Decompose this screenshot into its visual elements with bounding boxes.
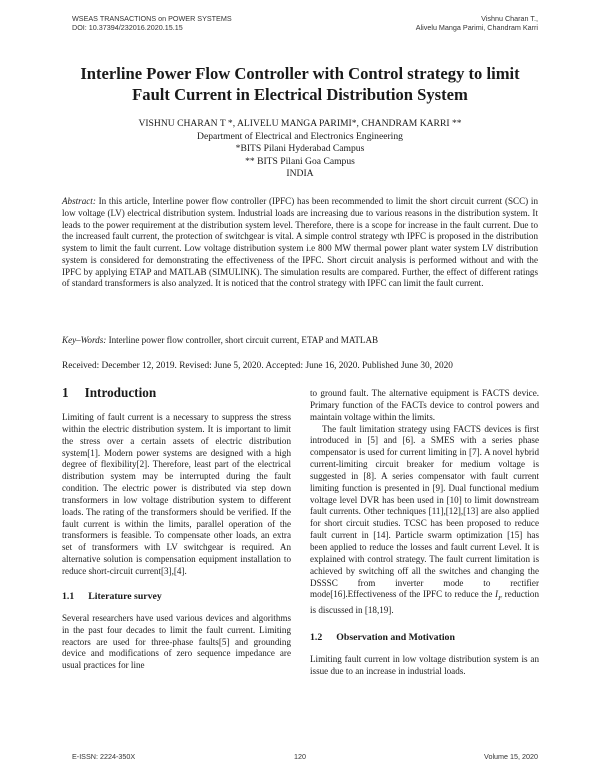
abstract-text: In this article, Interline power flow controller (IPFC) has been recommended to limit the short circuit current (SCC) in low voltage (LV) electrical distribution system. Industrial loads are increasing due to various reasons in the distribution system. It leads to the power requirement at the distribution system level. Therefore, there is a scope for increase in the fault current. Due to the increased fault current, the protection of switchgear is vital. A simple control strategy wth IPFC is proposed in the distribution system to limit the fault current. Low voltage distribution system i.e 800 MW thermal power plant water system LV distribution system is considered for demonstrating the effectiveness of the IPFC. Short circuit analysis is performed without and with the IPFC by applying ETAP and MATLAB (SIMULINK). The simulation results are compared. Further, the effect of different ratings of standard transformers is also analyzed. It is noticed that the control strategy with IPFC can limit the fault current. bbox=[62, 196, 538, 289]
literature-survey-paragraph: Several researchers have used various devices and algorithms in the past four decades to limit the fault current. Limiting reactors are used for three-phase faults[5] and grounding device and modifications of zero sequence impedance are usual practices for line bbox=[62, 612, 291, 671]
footer-volume: Volume 15, 2020 bbox=[484, 752, 538, 761]
fault-limitation-text: The fault limitation strategy using FACTS devices is first introduced in [5] and [6]. a SMES with a series phase compensator is used for current limiting in [7]. A novel hybrid current-limiting circuit breaker for medium voltage is suggested in [8]. A series compensator with fault current limiting function is presented in [9]. Dual functional medium voltage level DVR has been used in [10] to limit downstream fault currents. Other techniques [11],[12],[13] are also applied for short circuit studies. TCSC has been proposed to reduce fault current in [14]. Particle swarm optimization [15] has been applied to reduce the losses and fault current Level. It is explained with control strategy. The fault current limitation is achieved by switching off all the switches and changing the DSSSC from inverter mode to rectifier mode[16].Effectiveness of the IPFC to reduce the bbox=[310, 423, 539, 600]
observation-paragraph: Limiting fault current in low voltage distribution system is an issue due to an increase in industrial loads. bbox=[310, 653, 539, 676]
right-column bbox=[310, 388, 539, 678]
running-header-left bbox=[72, 14, 232, 33]
subsection-number: 1.2 bbox=[310, 631, 323, 643]
subsection-title: Literature survey bbox=[88, 590, 162, 602]
subsection-heading-literature-survey bbox=[62, 591, 291, 603]
abstract bbox=[62, 196, 538, 290]
abstract-label: Abstract: bbox=[62, 196, 96, 206]
running-header-right bbox=[416, 14, 538, 33]
footer-issn: E-ISSN: 2224-350X bbox=[72, 752, 136, 761]
section-number: 1 bbox=[62, 385, 69, 400]
keywords-text: Interline power flow controller, short circuit current, ETAP and MATLAB bbox=[108, 335, 379, 345]
country: INDIA bbox=[286, 168, 314, 180]
affiliation-goa: ** BITS Pilani Goa Campus bbox=[245, 155, 355, 167]
header-author-line-1: Vishnu Charan T., bbox=[481, 14, 538, 23]
left-column bbox=[62, 384, 291, 672]
author-names: VISHNU CHARAN T *, ALIVELU MANGA PARIMI*, CHANDRAM KARRI ** bbox=[138, 118, 462, 129]
title-line-1: Interline Power Flow Controller with Control strategy to limit bbox=[80, 64, 520, 83]
fault-limitation-text-end: reduction is discussed in [18,19]. bbox=[310, 589, 539, 615]
section-title: Introduction bbox=[84, 385, 157, 400]
doi: DOI: 10.37394/232016.2020.15.15 bbox=[72, 23, 183, 33]
title-line-2: Fault Current in Electrical Distribution System bbox=[132, 84, 468, 104]
section-heading-introduction bbox=[62, 385, 291, 401]
journal-name: WSEAS TRANSACTIONS on POWER SYSTEMS bbox=[72, 14, 232, 23]
continued-paragraph: to ground fault. The alternative equipment is FACTS device. Primary function of the FACTs device to control powers and maintain voltage within the limits. bbox=[310, 388, 539, 422]
subsection-heading-observation bbox=[310, 632, 539, 644]
keywords-label: Key–Words: bbox=[62, 335, 107, 345]
footer-page-number: 120 bbox=[294, 752, 306, 761]
introduction-paragraph: Limiting of fault current is a necessary to suppress the stress within the electric distribution system. It is important to limit the stress over a certain assets of electric distribution system[1]. Modern power systems are designed with a high degree of flexibility[2]. Therefore, least part of the electrical distribution system may be interrupted during the fault condition. The electric power is distributed via step down transformers in low voltage distribution system to different loads. The rating of the transformers should be verified. If the fault current is within the limits, parallel operation of the transformers is feasible. To compensate other loads, an extra set of transformers with LV switchgear is required. An alternative solution is compensation equipment installation to reduce short-circuit current[3],[4]. bbox=[62, 412, 291, 576]
paper-title bbox=[60, 64, 540, 105]
fault-current-symbol: $I_F$ bbox=[495, 589, 503, 603]
header-author-line-2: Alivelu Manga Parimi, Chandram Karri bbox=[415, 23, 538, 33]
received-dates: Received: December 12, 2019. Revised: June 5, 2020. Accepted: June 16, 2020. Published June 30, 2020 bbox=[62, 361, 453, 371]
author-block bbox=[60, 118, 540, 181]
fault-limitation-paragraph bbox=[310, 424, 539, 617]
department: Department of Electrical and Electronics Engineering bbox=[197, 130, 403, 142]
fault-current-subscript: F bbox=[498, 595, 503, 603]
keywords bbox=[62, 335, 538, 347]
subsection-title: Observation and Motivation bbox=[336, 631, 455, 643]
affiliation-hyderabad: *BITS Pilani Hyderabad Campus bbox=[235, 143, 365, 155]
subsection-number: 1.1 bbox=[62, 590, 75, 602]
